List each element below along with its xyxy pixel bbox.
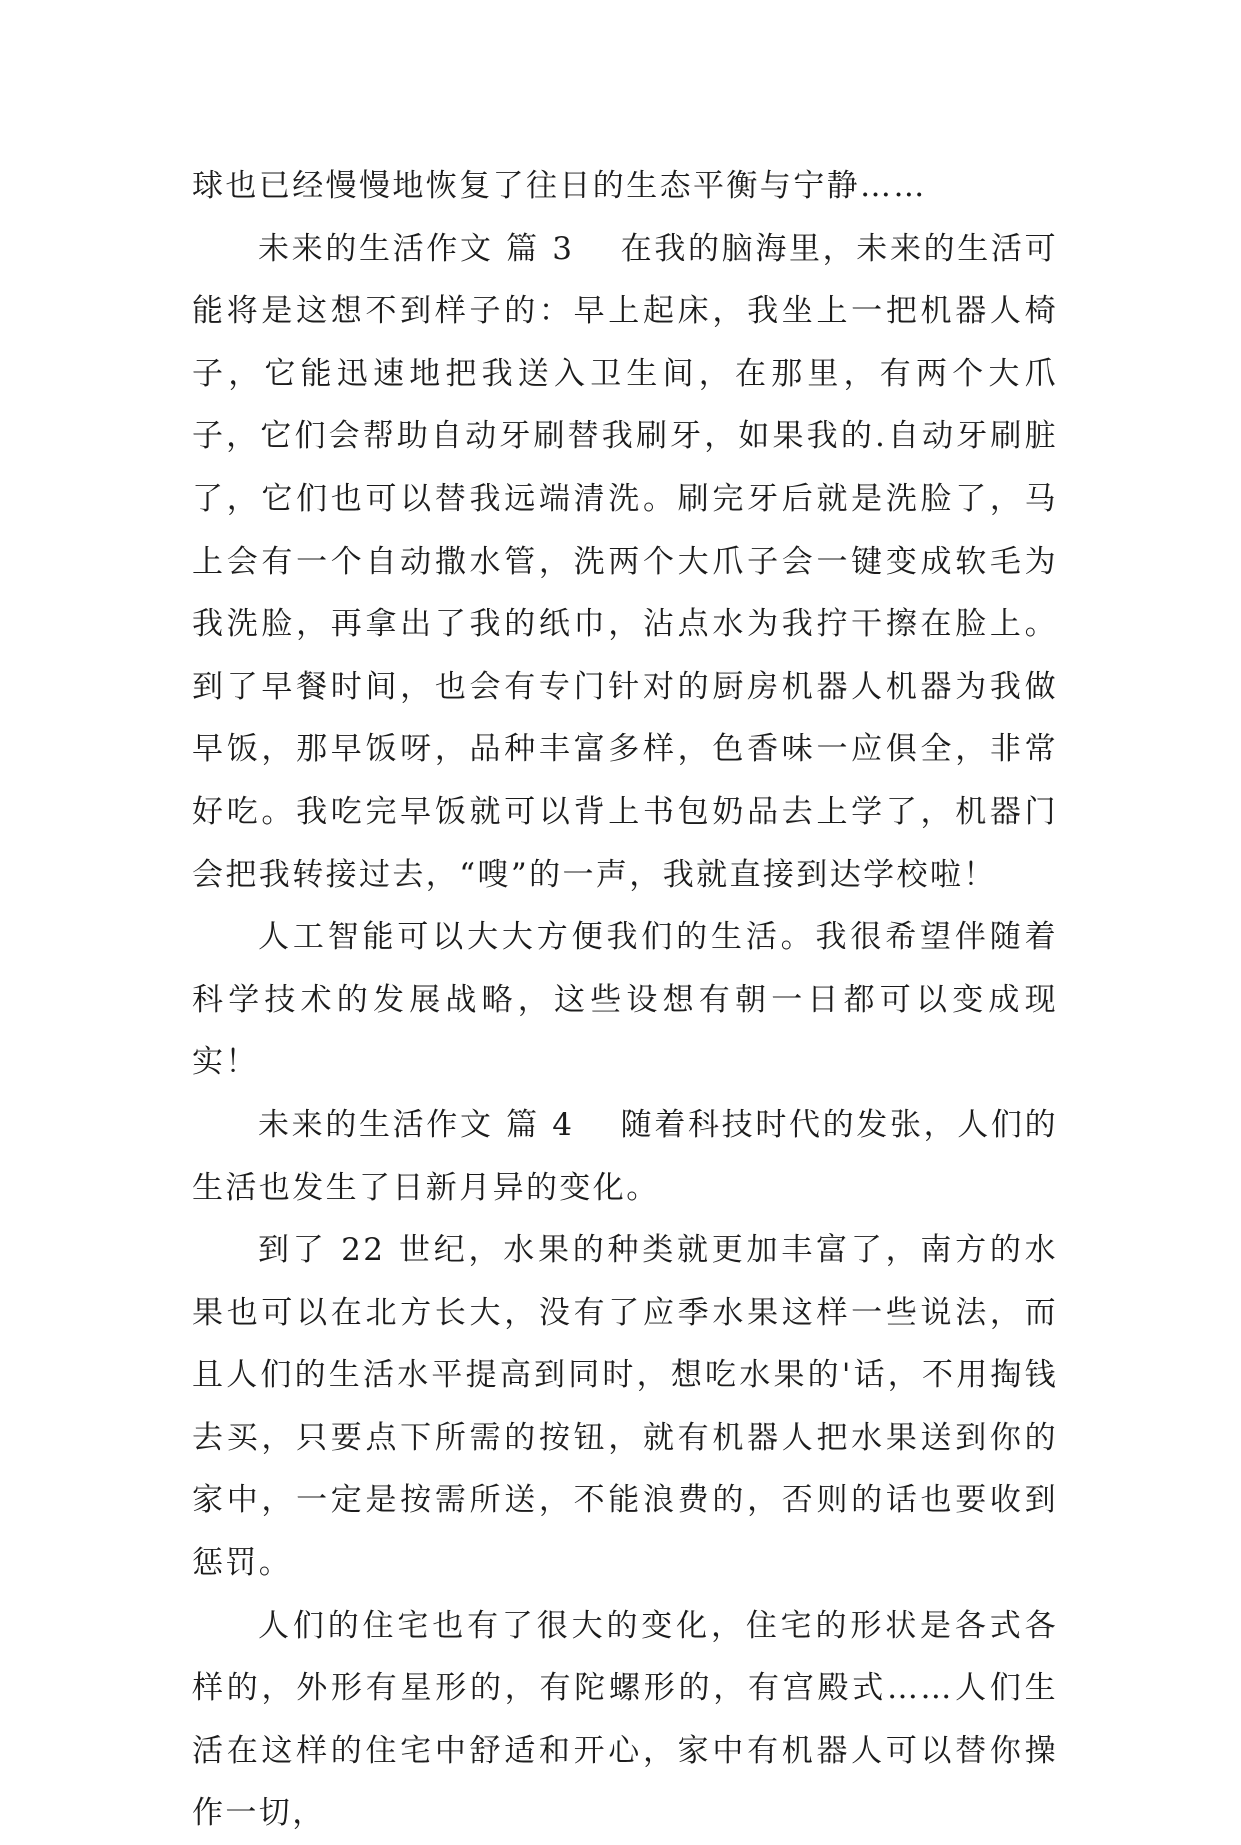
essay-3-body: 在我的脑海里，未来的生活可能将是这想不到样子的：早上起床，我坐上一把机器人椅子，它能迅速地把我送入卫生间，在那里，有两个大爪子，它们会帮助自动牙刷替我刷牙，如果我的.自动牙刷脏了，它们也可以替我远端清洗。刷完牙后就是洗脸了，马上会有一个自动撒水管，洗两个大爪子会一键变成软毛为我洗脸，再拿出了我的纸巾，沾点水为我拧干擦在脸上。到了早餐时间，也会有专门针对的厨房机器人机器为我做早饭，那早饭呀，品种丰富多样，色香味一应俱全，非常好吃。我吃完早饭就可以背上书包奶品去上学了，机器门会把我转接过去，“嗖”的一声，我就直接到达学校啦！ xyxy=(192,230,1058,893)
paragraph-essay-4 xyxy=(192,1094,1058,1219)
essay-4-heading: 未来的生活作文 篇 4 xyxy=(258,1106,575,1143)
paragraph-essay-3 xyxy=(192,218,1058,907)
paragraph-continuation: 球也已经慢慢地恢复了往日的生态平衡与宁静…… xyxy=(192,168,927,204)
document-body xyxy=(192,155,1058,1845)
essay-3-heading: 未来的生活作文 篇 3 xyxy=(258,230,575,267)
essay-4-body: 随着科技时代的发张，人们的生活也发生了日新月异的变化。 xyxy=(192,1106,1058,1206)
paragraph-housing: 人们的住宅也有了很大的变化，住宅的形状是各式各样的，外形有星形的，有陀螺形的，有宫殿式……人们生活在这样的住宅中舒适和开心，家中有机器人可以替你操作一切， xyxy=(192,1607,1058,1832)
paragraph-ai-conclusion: 人工智能可以大大方便我们的生活。我很希望伴随着科学技术的发展战略，这些设想有朝一日都可以变成现实！ xyxy=(192,919,1058,1081)
paragraph-fruit: 到了 22 世纪，水果的种类就更加丰富了，南方的水果也可以在北方长大，没有了应季水果这样一些说法，而且人们的生活水平提高到同时，想吃水果的'话，不用掏钱去买，只要点下所需的按钮，就有机器人把水果送到你的家中，一定是按需所送，不能浪费的，否则的话也要收到惩罚。 xyxy=(192,1232,1058,1582)
